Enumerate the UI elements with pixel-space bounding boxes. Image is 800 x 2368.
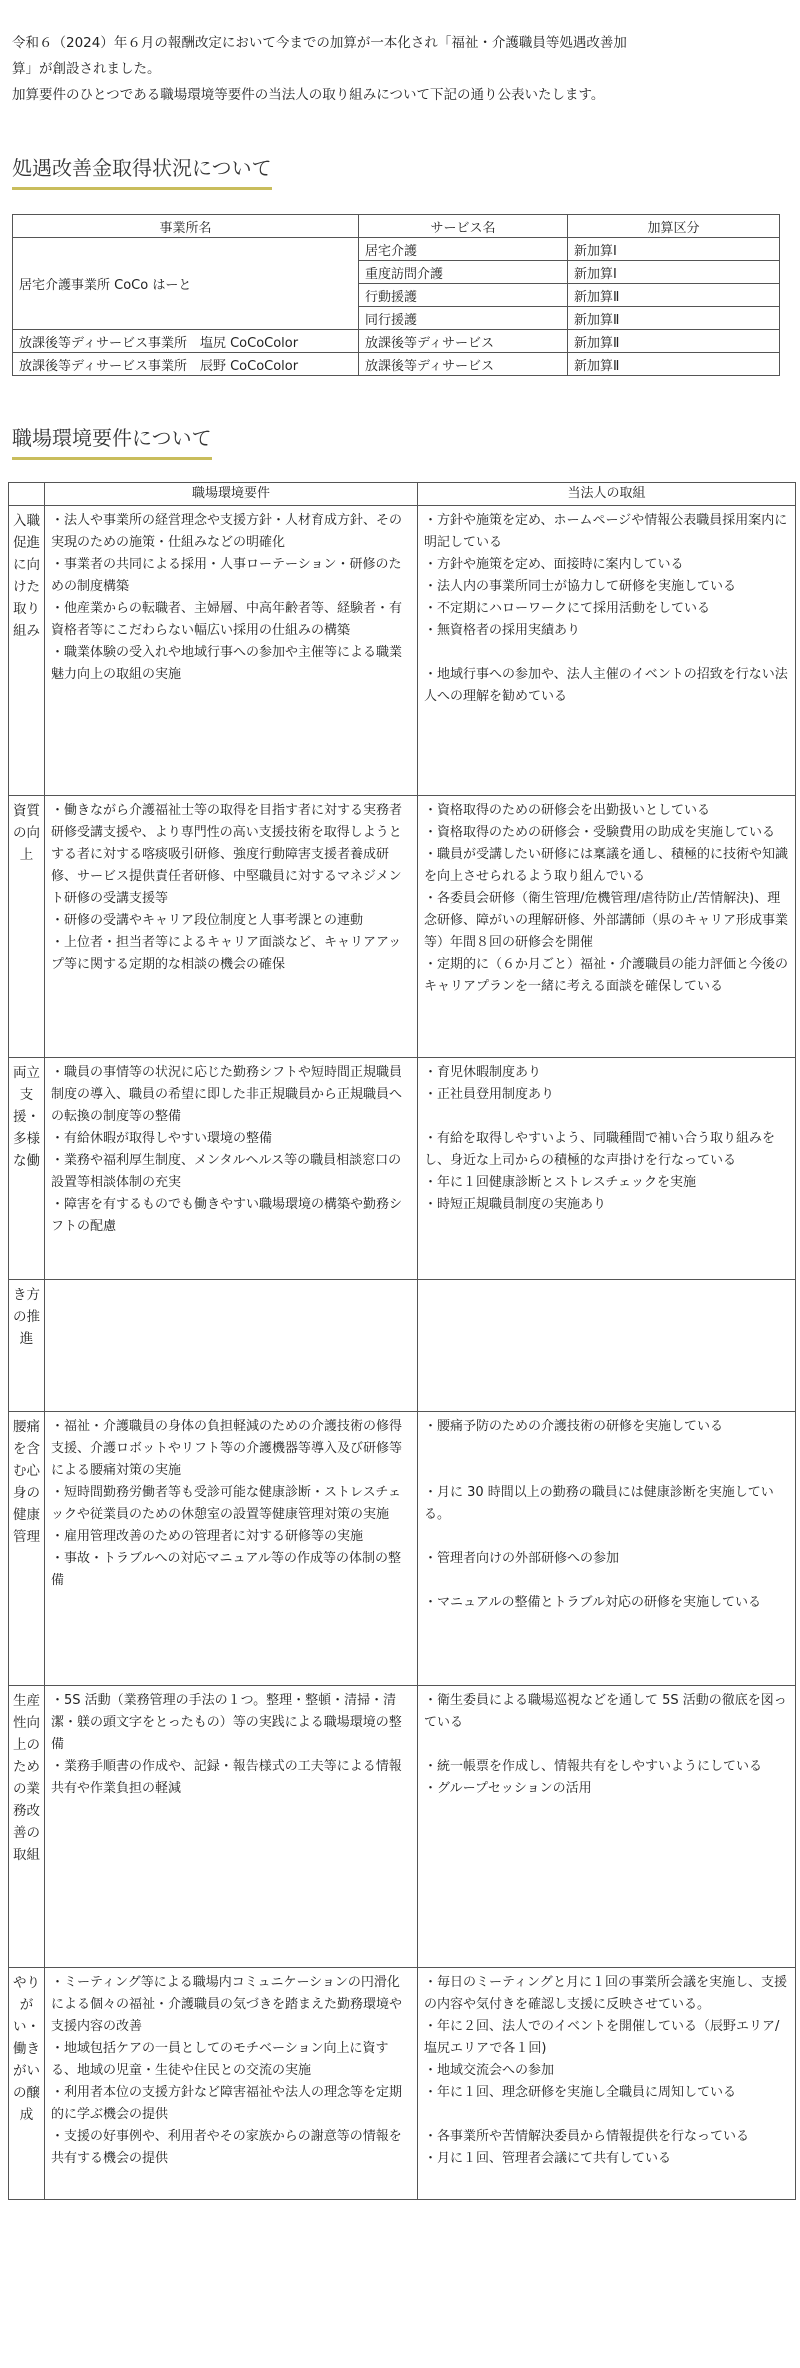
table-row [9, 1058, 796, 1280]
requirement-item: ・業務や福利厚生制度、メンタルヘルス等の職員相談窓口の設置等相談体制の充実 [51, 1153, 402, 1190]
requirement-category: 生産性向上のための業務改善の取組 [9, 1686, 45, 1968]
action-item: ・統一帳票を作成し、情報共有をしやすいようにしている [424, 1759, 763, 1774]
requirement-item: ・職員の事情等の状況に応じた勤務シフトや短時間正規職員制度の導入、職員の希望に即した非正規職員から正規職員への転換の制度等の整備 [51, 1065, 403, 1124]
action-item: ・各事業所や苦情解決委員から情報提供を行なっている [424, 2129, 750, 2144]
spacer [424, 2104, 789, 2126]
acquisition-table [12, 214, 780, 376]
requirement-item: ・事故・トラブルへの対応マニュアル等の作成等の体制の整備 [51, 1551, 401, 1588]
action-item: ・時短正規職員制度の実施あり [424, 1197, 607, 1212]
action-item: ・職員が受講したい研修には稟議を通し、積極的に技術や知識を向上させられるよう取り組んでいる [424, 847, 789, 884]
table-row [9, 1968, 796, 2200]
intro-line: 算」が創設されました。 [12, 61, 161, 77]
header-category: 加算区分 [568, 215, 780, 238]
action-item: ・法人内の事業所同士が協力して研修を実施している [424, 579, 737, 594]
requirement-item: ・短時間勤務労働者等も受診可能な健康診断・ストレスチェックや従業員のための休憩室の設置等健康管理対策の実施 [51, 1485, 401, 1522]
requirement-item: ・雇用管理改善のための管理者に対する研修等の実施 [51, 1529, 364, 1544]
requirement-item: ・利用者本位の支援方針など障害福祉や法人の理念等を定期的に学ぶ機会の提供 [51, 2085, 403, 2122]
requirement-category: やりがい・働きがいの醸成 [9, 1968, 45, 2200]
action-item: ・年に１回健康診断とストレスチェックを実施 [424, 1175, 696, 1190]
action-item: ・管理者向けの外部研修への参加 [424, 1551, 620, 1566]
spacer [424, 1570, 789, 1592]
requirement-item: ・職業体験の受入れや地域行事への参加や主催等による職業魅力向上の取組の実施 [51, 645, 403, 682]
action-item: ・資格取得のための研修会・受験費用の助成を実施している [424, 825, 776, 840]
table-row [13, 353, 780, 376]
requirement-item: ・5S 活動（業務管理の手法の１つ。整理・整頓・清掃・清潔・躾の頭文字をとったもの）等の実践による職場環境の整備 [51, 1693, 402, 1752]
action-items [418, 1968, 796, 2200]
addition-category: 新加算Ⅱ [568, 307, 780, 330]
table-row [9, 796, 796, 1058]
requirement-item: ・働きながら介護福祉士等の取得を目指す者に対する実務者研修受講支援や、より専門性の高い支援技術を取得しようとする者に対する喀痰吸引研修、強度行動障害支援者養成研修、サービス提供責任者研修、中堅職員に対するマネジメント研修の受講支援等 [51, 803, 403, 906]
intro-line: 令和６（2024）年６月の報酬改定において今までの加算が一本化され「福祉・介護職員等処遇改善加 [12, 35, 627, 51]
service-name: 行動援護 [359, 284, 568, 307]
table-row [9, 1686, 796, 1968]
requirement-item: ・事業者の共同による採用・人事ローテーション・研修のための制度構築 [51, 557, 402, 594]
requirement-item: ・ミーティング等による職場内コミュニケーションの円滑化による個々の福祉・介護職員の気づきを踏まえた勤務環境や支援内容の改善 [51, 1975, 403, 2034]
service-name: 放課後等ディサービス [359, 353, 568, 376]
action-item: ・無資格者の採用実績あり [424, 623, 581, 638]
header-office: 事業所名 [13, 215, 359, 238]
requirement-item: ・地域包括ケアの一員としてのモチベーション向上に資する、地域の児童・生徒や住民との交流の実施 [51, 2041, 389, 2078]
spacer [424, 642, 789, 664]
header-actions: 当法人の取組 [418, 483, 796, 506]
spacer [424, 1734, 789, 1756]
section-title-acquisition: 処遇改善金取得状況について [12, 152, 272, 190]
table-row [9, 506, 796, 796]
action-item: ・資格取得のための研修会を出勤扱いとしている [424, 803, 711, 818]
action-items [418, 1686, 796, 1968]
requirement-category: 腰痛を含む心身の健康管理 [9, 1412, 45, 1686]
action-item: ・衛生委員による職場巡視などを通して 5S 活動の徹底を図っている [424, 1693, 787, 1730]
requirement-items [45, 1058, 418, 1280]
header-blank [9, 483, 45, 506]
service-name: 同行援護 [359, 307, 568, 330]
action-items [418, 506, 796, 796]
service-name: 放課後等ディサービス [359, 330, 568, 353]
requirement-item: ・上位者・担当者等によるキャリア面談など、キャリアアップ等に関する定期的な相談の機会の確保 [51, 935, 402, 972]
intro-line: 加算要件のひとつである職場環境等要件の当法人の取り組みについて下記の通り公表いたします。 [12, 87, 605, 103]
action-item: ・月に１回、管理者会議にて共有している [424, 2151, 672, 2166]
action-items [418, 796, 796, 1058]
requirement-item: ・法人や事業所の経営理念や支援方針・人材育成方針、その実現のための施策・仕組みなどの明確化 [51, 513, 403, 550]
header-requirements: 職場環境要件 [45, 483, 418, 506]
service-name: 居宅介護 [359, 238, 568, 261]
table-row [13, 238, 780, 261]
action-item: ・正社員登用制度あり [424, 1087, 555, 1102]
action-item: ・各委員会研修（衛生管理/危機管理/虐待防止/苦情解決)、理念研修、障がいの理解研修、外部講師（県のキャリア形成事業等）年間８回の研修会を開催 [424, 891, 789, 950]
table-row [13, 330, 780, 353]
addition-category: 新加算Ⅰ [568, 261, 780, 284]
action-items [418, 1280, 796, 1412]
action-item: ・毎日のミーティングと月に１回の事業所会議を実施し、支援の内容や気付きを確認し支援に反映させている。 [424, 1975, 787, 2012]
header-service: サービス名 [359, 215, 568, 238]
section-title-environment: 職場環境要件について [12, 422, 212, 460]
requirement-item: ・障害を有するものでも働きやすい職場環境の構築や勤務シフトの配慮 [51, 1197, 403, 1234]
action-item: ・不定期にハローワークにて採用活動をしている [424, 601, 711, 616]
addition-category: 新加算Ⅱ [568, 284, 780, 307]
requirement-item: ・支援の好事例や、利用者やその家族からの謝意等の情報を共有する機会の提供 [51, 2129, 402, 2166]
action-items [418, 1058, 796, 1280]
requirement-items [45, 1968, 418, 2200]
service-name: 重度訪問介護 [359, 261, 568, 284]
requirement-items [45, 1280, 418, 1412]
requirement-item: ・有給休暇が取得しやすい環境の整備 [51, 1131, 273, 1146]
requirement-item: ・他産業からの転職者、主婦層、中高年齢者等、経験者・有資格者等にこだわらない幅広い採用の仕組みの構築 [51, 601, 403, 638]
action-item: ・有給を取得しやすいよう、同職種間で補い合う取り組みをし、身近な上司からの積極的な声掛けを行なっている [424, 1131, 776, 1168]
environment-table [8, 482, 796, 2200]
addition-category: 新加算Ⅰ [568, 238, 780, 261]
action-item: ・方針や施策を定め、ホームページや情報公表職員採用案内に明記している [424, 513, 788, 550]
requirement-category: 入職促進に向けた取り組み [9, 506, 45, 796]
office-name: 放課後等ディサービス事業所 塩尻 CoCoColor [13, 330, 359, 353]
requirement-category: き方の推進 [9, 1280, 45, 1412]
action-item: ・年に１回、理念研修を実施し全職員に周知している [424, 2085, 737, 2100]
requirement-category: 両立支援・多様な働 [9, 1058, 45, 1280]
requirement-item: ・研修の受講やキャリア段位制度と人事考課との連動 [51, 913, 364, 928]
requirement-item: ・福祉・介護職員の身体の負担軽減のための介護技術の修得支援、介護ロボットやリフト等の介護機器等導入及び研修等による腰痛対策の実施 [51, 1419, 403, 1478]
spacer [424, 1106, 789, 1128]
table-header-row [9, 483, 796, 506]
spacer [424, 1526, 789, 1548]
action-item: ・定期的に（６か月ごと）福祉・介護職員の能力評価と今後のキャリアプランを一緒に考える面談を確保している [424, 957, 789, 994]
requirement-items [45, 1686, 418, 1968]
office-name: 放課後等ディサービス事業所 辰野 CoCoColor [13, 353, 359, 376]
action-item: ・地域交流会への参加 [424, 2063, 555, 2078]
requirement-item: ・業務手順書の作成や、記録・報告様式の工夫等による情報共有や作業負担の軽減 [51, 1759, 402, 1796]
table-row [9, 1280, 796, 1412]
table-header-row [13, 215, 780, 238]
action-items [418, 1412, 796, 1686]
requirement-category: 資質の向上 [9, 796, 45, 1058]
action-item: ・マニュアルの整備とトラブル対応の研修を実施している [424, 1595, 761, 1610]
requirement-items [45, 506, 418, 796]
action-item: ・育児休暇制度あり [424, 1065, 542, 1080]
requirement-items [45, 796, 418, 1058]
office-name: 居宅介護事業所 CoCo はーと [13, 238, 359, 330]
action-item: ・グループセッションの活用 [424, 1781, 592, 1796]
addition-category: 新加算Ⅱ [568, 353, 780, 376]
spacer [424, 1438, 789, 1460]
action-item: ・年に２回、法人でのイベントを開催している（辰野エリア/塩尻エリアで各１回) [424, 2019, 780, 2056]
addition-category: 新加算Ⅱ [568, 330, 780, 353]
action-item: ・地域行事への参加や、法人主催のイベントの招致を行ない法人への理解を勧めている [424, 667, 788, 704]
requirement-items [45, 1412, 418, 1686]
spacer [424, 1460, 789, 1482]
action-item: ・月に 30 時間以上の勤務の職員には健康診断を実施している。 [424, 1485, 774, 1522]
action-item: ・腰痛予防のための介護技術の研修を実施している [424, 1419, 724, 1434]
intro [12, 30, 788, 108]
action-item: ・方針や施策を定め、面接時に案内している [424, 557, 684, 572]
table-row [9, 1412, 796, 1686]
